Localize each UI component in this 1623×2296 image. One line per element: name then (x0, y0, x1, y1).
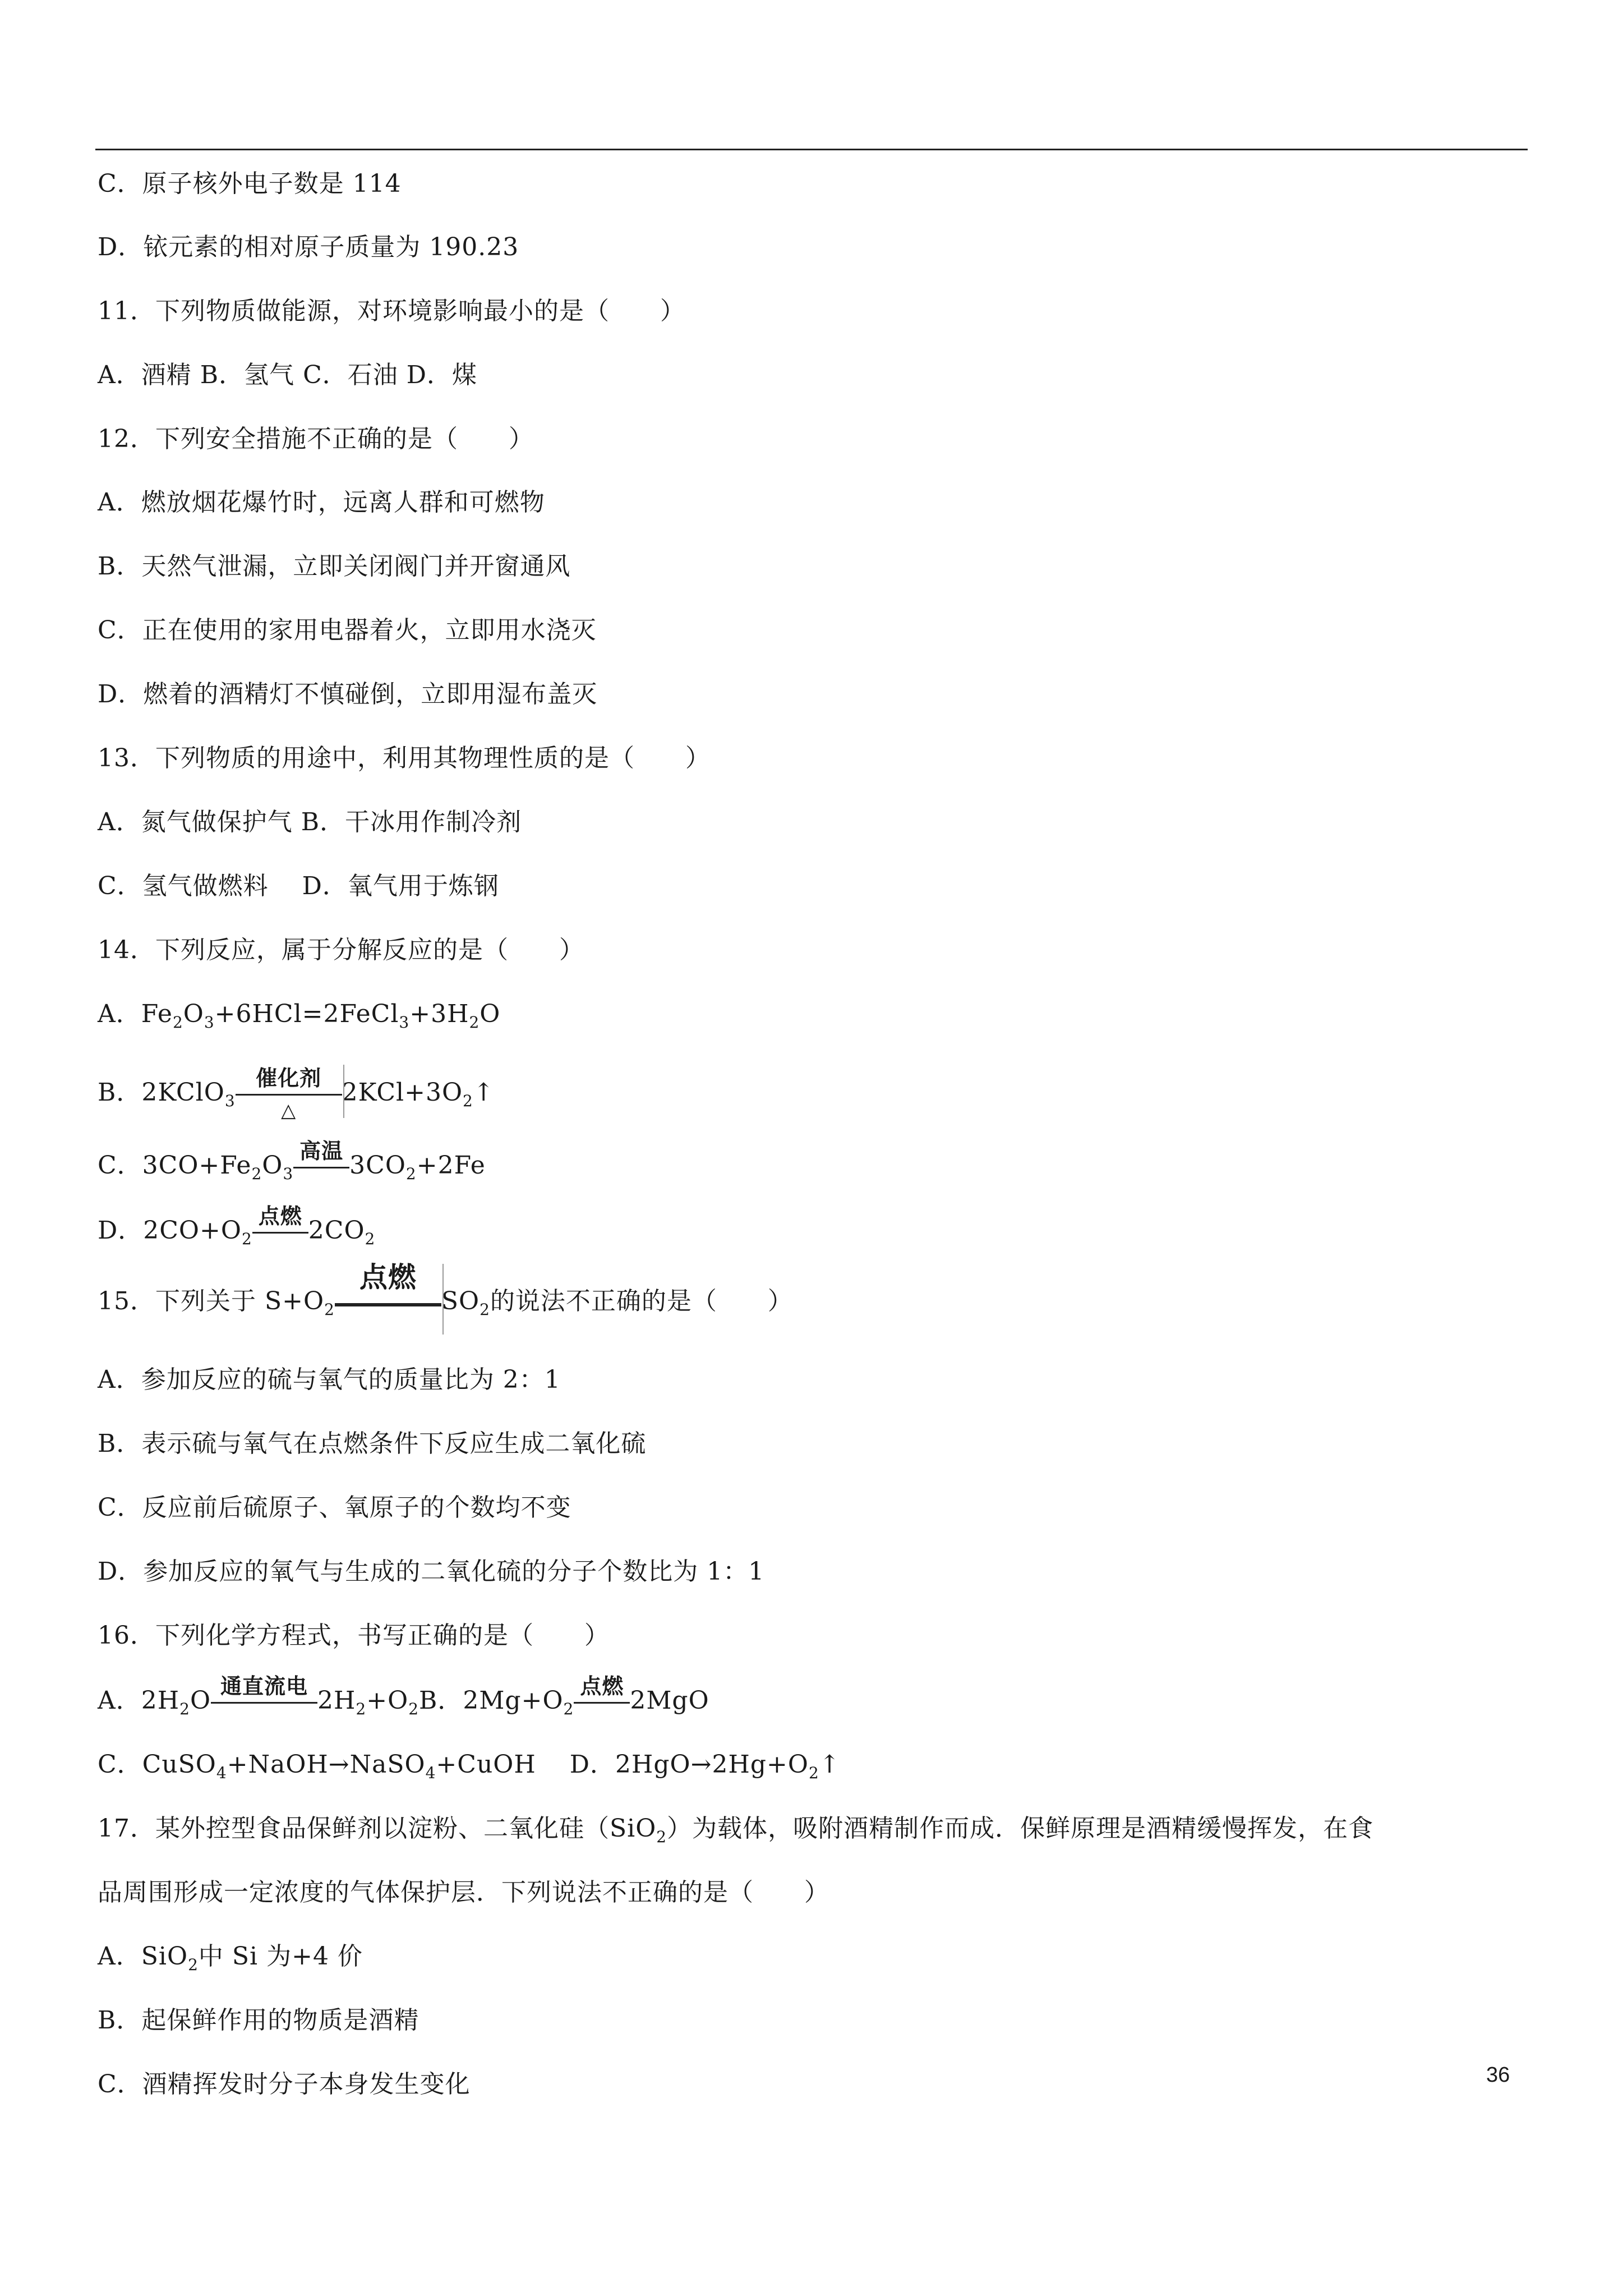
question-15-option-a: A．参加反应的硫与氧气的质量比为 2：1 (98, 1365, 561, 1394)
header-rule (95, 149, 1528, 150)
question-16-options-ab: A．$2H_2O$ 通直流电 $2H_2+O_2B$．$2Mg+O_2$ 点燃 2MgO (98, 1674, 709, 1718)
question-17-line-2: 品周围形成一定浓度的气体保护层．下列说法不正确的是（ ） (98, 1878, 829, 1907)
ignite-arrow-d (252, 1204, 308, 1234)
catalyst-heat-arrow (236, 1066, 342, 1122)
condition-catalyst: 催化剂 (256, 1066, 322, 1091)
condition-ignite-16: 点燃 (580, 1674, 624, 1699)
question-14: 14．下列反应，属于分解反应的是（ ） (98, 936, 584, 964)
question-15-option-d: D．参加反应的氧气与生成的二氧化硫的分子个数比为 1：1 (98, 1557, 765, 1586)
question-15-option-b: B．表示硫与氧气在点燃条件下反应生成二氧化硫 (98, 1429, 647, 1458)
condition-heat: △ (281, 1099, 297, 1122)
question-14-option-b: B．2KClO$_3$ 催化剂 △ $2KCl+3O_2↑$ (98, 1066, 495, 1122)
question-11-options: A．酒精 B．氢气 C．石油 D．煤 (98, 361, 478, 389)
option-d-atomic-mass: D．铱元素的相对原子质量为 190.23 (98, 233, 519, 261)
question-16: 16．下列化学方程式，书写正确的是（ ） (98, 1621, 610, 1650)
question-14-option-c: C．$3CO+Fe_2O_3$ 高温 $3CO_2+2Fe$ (98, 1139, 486, 1183)
condition-electrolysis: 通直流电 (220, 1674, 308, 1699)
question-17-line-1: 17．某外控型食品保鲜剂以淀粉、二氧化硅（SiO$_2$）为载体，吸附酒精制作而成．保鲜原理是酒精缓慢挥发，在食 (98, 1814, 1374, 1846)
question-12: 12．下列安全措施不正确的是（ ） (98, 425, 534, 453)
condition-ignite: 点燃 (258, 1204, 302, 1228)
ignite-equals-sign (335, 1260, 441, 1306)
question-17-option-c: C．酒精挥发时分子本身发生变化 (98, 2070, 471, 2099)
question-13-options-ab: A．氮气做保护气 B．干冰用作制冷剂 (98, 808, 522, 836)
high-temp-arrow (293, 1139, 349, 1168)
page-number: 36 (1486, 2063, 1510, 2087)
question-13-options-cd: C．氢气做燃料 D．氧气用于炼钢 (98, 872, 499, 900)
question-13: 13．下列物质的用途中，利用其物理性质的是（ ） (98, 744, 711, 772)
question-17-option-b: B．起保鲜作用的物质是酒精 (98, 2006, 419, 2035)
ignite-arrow-b (574, 1674, 630, 1704)
question-14-option-a: A．$Fe_2O_3+6HCl=2FeCl_3+3H_2O$ (98, 1000, 501, 1032)
option-c-electrons: C．原子核外电子数是 114 (98, 169, 402, 198)
question-17-option-a: A．SiO$_2$中 Si 为+4 价 (98, 1942, 363, 1974)
question-11: 11．下列物质做能源，对环境影响最小的是（ ） (98, 297, 685, 325)
question-15-option-c: C．反应前后硫原子、氧原子的个数均不变 (98, 1493, 571, 1522)
question-12-option-a: A．燃放烟花爆竹时，远离人群和可燃物 (98, 488, 545, 517)
condition-ignite-15: 点燃 (359, 1260, 417, 1294)
question-15: 15．下列关于 $S+O_2$ 点燃 $SO_2$的说法不正确的是（ ） (98, 1286, 793, 1317)
condition-high-temp: 高温 (299, 1139, 344, 1163)
question-12-option-b: B．天然气泄漏，立即关闭阀门并开窗通风 (98, 552, 571, 581)
question-12-option-d: D．燃着的酒精灯不慎碰倒，立即用湿布盖灭 (98, 680, 598, 708)
question-14-option-d: D．$2CO+O_2$ 点燃 $2CO_2$ (98, 1204, 376, 1248)
question-12-option-c: C．正在使用的家用电器着火，立即用水浇灭 (98, 616, 597, 645)
electrolysis-arrow (211, 1674, 317, 1704)
question-16-options-cd: C．CuSO$_4$+NaOH→NaSO$_4$+CuOH D．$2HgO\to 2Hg+O_2↑$ (98, 1750, 841, 1782)
